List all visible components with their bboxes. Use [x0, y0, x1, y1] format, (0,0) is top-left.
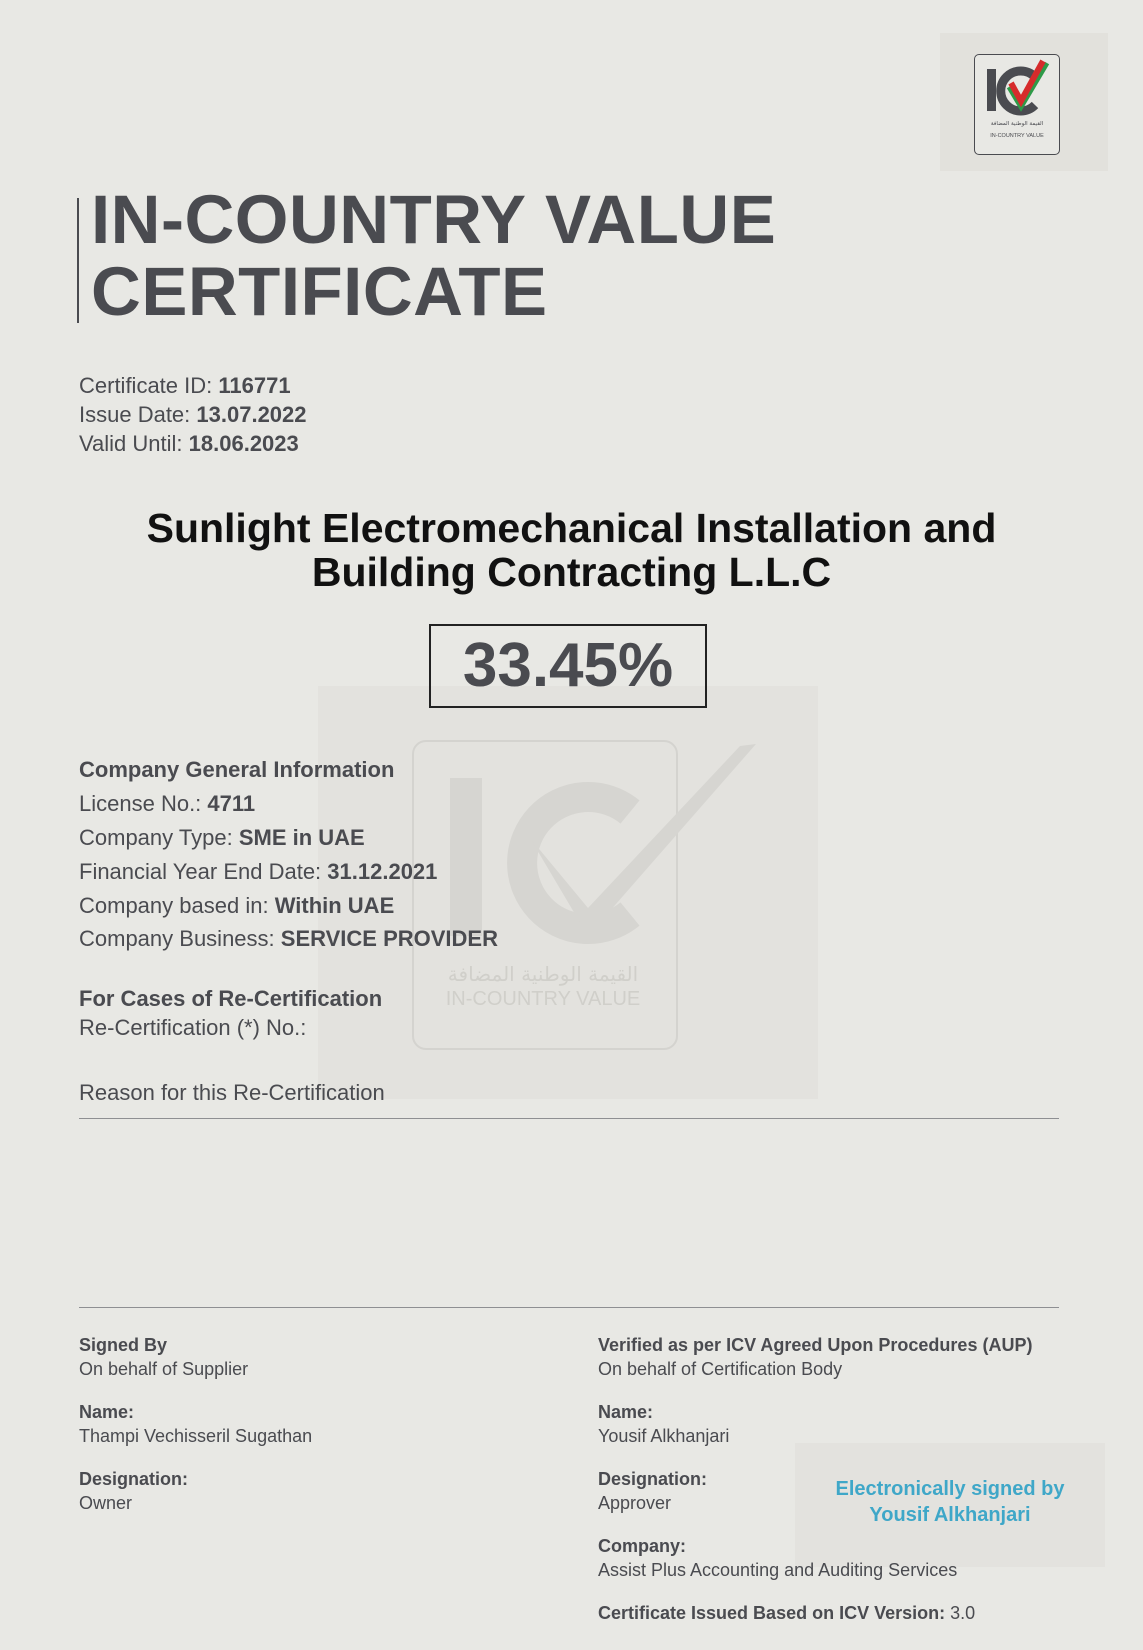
- financial-year-row: [79, 858, 437, 886]
- license-row: [79, 790, 255, 818]
- company-business-label: Company Business:: [79, 926, 275, 951]
- title-line-1: IN-COUNTRY VALUE: [91, 181, 777, 258]
- issue-date-value: 13.07.2022: [196, 402, 307, 427]
- esign-line-2: Yousif Alkhanjari: [869, 1504, 1031, 1526]
- supplier-block: [79, 1333, 312, 1515]
- company-name-line-1: Sunlight Electromechanical Installation and: [146, 505, 997, 551]
- company-business-value: SERVICE PROVIDER: [280, 926, 498, 951]
- company-type-row: [79, 824, 365, 852]
- recert-heading: For Cases of Re-Certification: [79, 986, 383, 1011]
- page-title: [91, 181, 777, 330]
- supplier-name: Thampi Vechisseril Sugathan: [79, 1426, 313, 1446]
- supplier-designation: Owner: [79, 1493, 133, 1513]
- verifier-block: [598, 1333, 1032, 1625]
- valid-until-value: 18.06.2023: [188, 431, 299, 456]
- verified-label: Verified as per ICV Agreed Upon Procedures (AUP): [598, 1335, 1033, 1355]
- supplier-on-behalf: On behalf of Supplier: [79, 1359, 249, 1379]
- license-value: 4711: [207, 791, 256, 816]
- divider: [79, 1118, 1059, 1119]
- icv-score: 33.45%: [429, 624, 707, 708]
- icv-version-row: [598, 1601, 1032, 1625]
- watermark-arabic-text: القيمة الوطنية المضافة: [447, 962, 639, 986]
- verifier-on-behalf: On behalf of Certification Body: [598, 1359, 843, 1379]
- recert-reason-label: Reason for this Re-Certification: [79, 1080, 385, 1105]
- supplier-designation-label: Designation:: [79, 1469, 189, 1489]
- valid-until-label: Valid Until:: [79, 431, 183, 456]
- company-type-label: Company Type:: [79, 825, 233, 850]
- verifier-name-label: Name:: [598, 1402, 654, 1422]
- title-accent-bar: [77, 198, 79, 323]
- verifier-company: Assist Plus Accounting and Auditing Services: [598, 1560, 958, 1580]
- divider: [79, 1307, 1059, 1308]
- company-name-line-2: Building Contracting L.L.C: [311, 549, 832, 595]
- company-based-row: [79, 892, 394, 920]
- issue-date-row: [79, 401, 307, 429]
- title-line-2: CERTIFICATE: [91, 253, 548, 330]
- issue-date-label: Issue Date:: [79, 402, 191, 427]
- company-based-value: Within UAE: [274, 893, 395, 918]
- icv-logo: [974, 54, 1060, 155]
- icv-version-label: Certificate Issued Based on ICV Version:: [598, 1603, 946, 1623]
- icv-logo-icon: [981, 59, 1053, 121]
- signed-by-label: Signed By: [79, 1335, 168, 1355]
- company-name: [60, 506, 1083, 594]
- watermark-english-text: IN-COUNTRY VALUE: [445, 988, 641, 1010]
- general-info-heading: Company General Information: [79, 757, 395, 782]
- certificate-id-row: [79, 372, 291, 400]
- financial-year-value: 31.12.2021: [327, 859, 438, 884]
- certificate-id-label: Certificate ID:: [79, 373, 213, 398]
- supplier-name-label: Name:: [79, 1402, 135, 1422]
- verifier-company-label: Company:: [598, 1536, 687, 1556]
- icv-version-value: 3.0: [950, 1603, 976, 1623]
- logo-arabic-text: القيمة الوطنية المضافة: [990, 121, 1044, 127]
- company-business-row: [79, 925, 498, 953]
- esign-line-1: Electronically signed by: [835, 1478, 1065, 1500]
- company-based-label: Company based in:: [79, 893, 269, 918]
- verifier-designation: Approver: [598, 1493, 672, 1513]
- financial-year-label: Financial Year End Date:: [79, 859, 322, 884]
- verifier-designation-label: Designation:: [598, 1469, 708, 1489]
- recert-number-label: Re-Certification (*) No.:: [79, 1015, 307, 1040]
- verifier-name: Yousif Alkhanjari: [598, 1426, 730, 1446]
- license-label: License No.:: [79, 791, 202, 816]
- company-type-value: SME in UAE: [238, 825, 365, 850]
- valid-until-row: [79, 430, 299, 458]
- logo-english-text: IN-COUNTRY VALUE: [990, 133, 1044, 139]
- certificate-id-value: 116771: [218, 373, 291, 398]
